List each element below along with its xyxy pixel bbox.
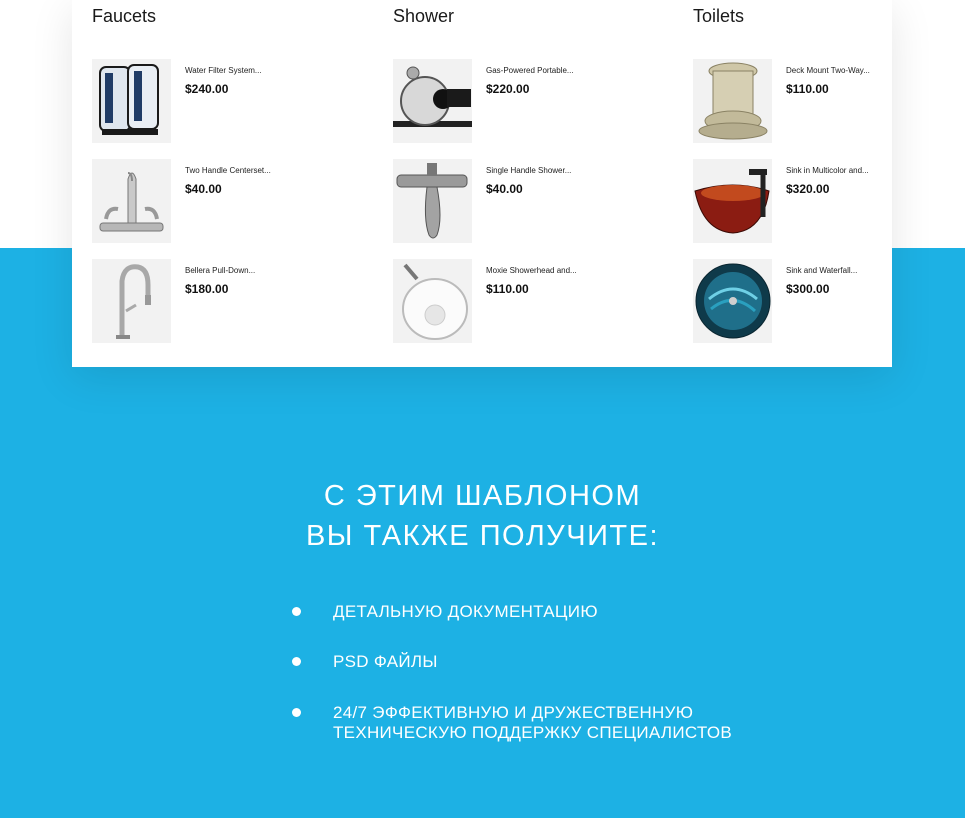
- showerhead-icon[interactable]: [393, 259, 472, 343]
- product-item[interactable]: [693, 159, 913, 243]
- product-price: $40.00: [185, 182, 222, 196]
- blue-sink-icon[interactable]: [693, 259, 772, 343]
- bullet-icon: [292, 657, 301, 666]
- product-price: $40.00: [486, 182, 523, 196]
- bullet-icon: [292, 607, 301, 616]
- product-name[interactable]: Bellera Pull-Down...: [185, 266, 256, 275]
- product-name[interactable]: Single Handle Shower...: [486, 166, 572, 175]
- product-name[interactable]: Sink and Waterfall...: [786, 266, 858, 275]
- product-name[interactable]: Sink in Multicolor and...: [786, 166, 869, 175]
- product-item[interactable]: [693, 59, 913, 143]
- product-name[interactable]: Deck Mount Two-Way...: [786, 66, 870, 75]
- product-name[interactable]: Gas-Powered Portable...: [486, 66, 574, 75]
- product-price: $220.00: [486, 82, 530, 96]
- product-item[interactable]: [693, 259, 913, 343]
- category-title: Faucets: [92, 6, 157, 26]
- promo-heading-line-2: ВЫ ТАКЖЕ ПОЛУЧИТЕ:: [305, 520, 660, 552]
- feature-text: ДЕТАЛЬНУЮ ДОКУМЕНТАЦИЮ: [333, 602, 598, 621]
- product-item[interactable]: [92, 159, 312, 243]
- product-price: $240.00: [185, 82, 229, 96]
- product-price: $180.00: [185, 282, 229, 296]
- pump-icon[interactable]: [393, 59, 472, 143]
- feature-text-line-2: ТЕХНИЧЕСКУЮ ПОДДЕРЖКУ СПЕЦИАЛИСТОВ: [333, 723, 732, 742]
- category-title: Shower: [393, 6, 455, 26]
- category-title: Toilets: [693, 6, 745, 26]
- product-price: $110.00: [786, 82, 829, 96]
- product-item[interactable]: [393, 59, 613, 143]
- product-price: $110.00: [486, 282, 529, 296]
- deck-mount-icon[interactable]: [693, 59, 772, 143]
- faucet-icon[interactable]: [92, 159, 171, 243]
- product-catalog-card: [72, 0, 892, 367]
- product-name[interactable]: Two Handle Centerset...: [185, 166, 271, 175]
- product-price: $320.00: [786, 182, 830, 196]
- glass-sink-icon[interactable]: [693, 159, 772, 243]
- feature-text-line-1: 24/7 ЭФФЕКТИВНУЮ И ДРУЖЕСТВЕННУЮ: [333, 703, 694, 722]
- pull-down-faucet-icon[interactable]: [92, 259, 171, 343]
- promo-heading-line-1: С ЭТИМ ШАБЛОНОМ: [323, 480, 642, 512]
- product-name[interactable]: Water Filter System...: [185, 66, 262, 75]
- product-item[interactable]: [393, 259, 613, 343]
- feature-text: PSD ФАЙЛЫ: [333, 652, 438, 671]
- product-item[interactable]: [393, 159, 613, 243]
- product-item[interactable]: [92, 59, 312, 143]
- product-item[interactable]: [92, 259, 312, 343]
- shower-valve-icon[interactable]: [393, 159, 472, 243]
- product-price: $300.00: [786, 282, 830, 296]
- product-name[interactable]: Moxie Showerhead and...: [486, 266, 577, 275]
- bullet-icon: [292, 708, 301, 717]
- water-filter-icon[interactable]: [92, 59, 171, 143]
